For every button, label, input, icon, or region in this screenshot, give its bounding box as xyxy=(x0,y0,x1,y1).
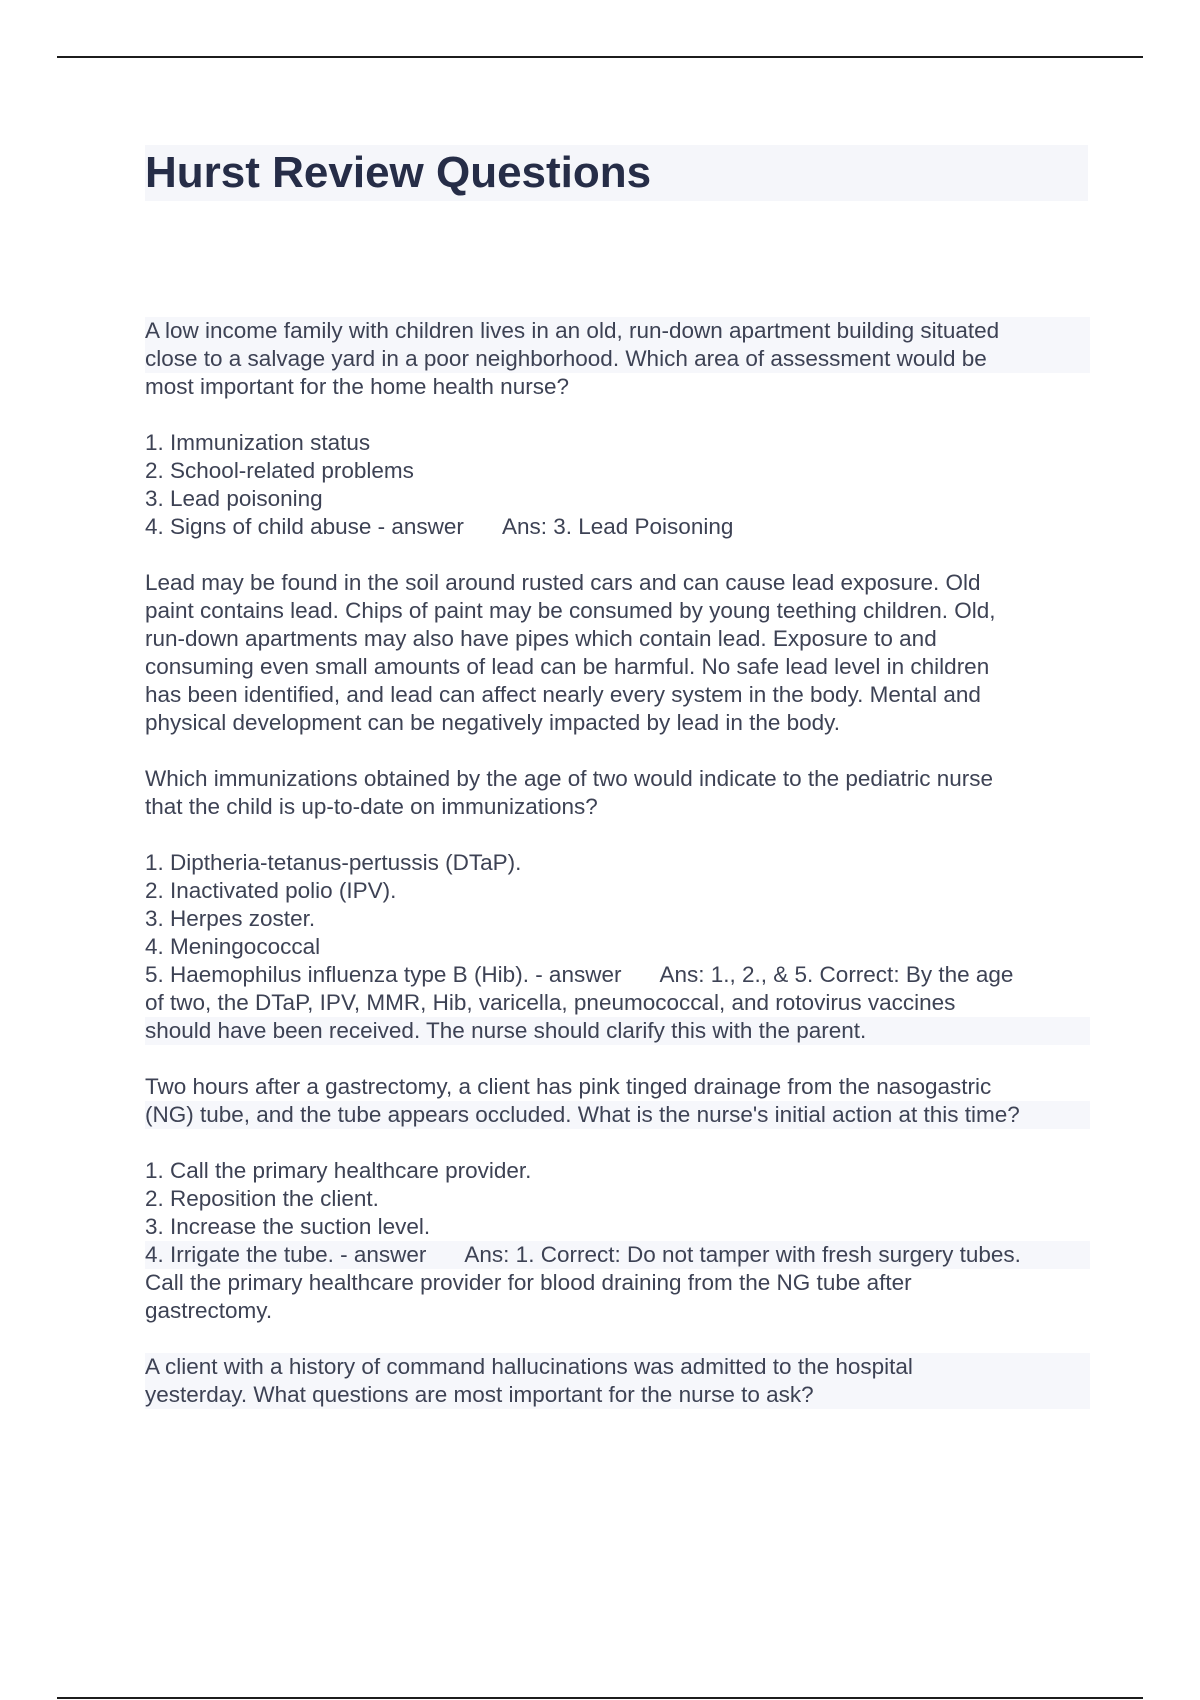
text-line: close to a salvage yard in a poor neighborhood. Which area of assessment would be xyxy=(145,345,1090,373)
page-title: Hurst Review Questions xyxy=(145,148,652,197)
title-band xyxy=(145,145,1088,201)
text-line: that the child is up-to-date on immunizations? xyxy=(145,794,598,819)
question-3-stem xyxy=(145,1073,1090,1129)
option-line: 3. Herpes zoster. xyxy=(145,906,316,931)
option-text: 4. Irrigate the tube. - answer xyxy=(145,1242,427,1267)
text-line: A client with a history of command hallucinations was admitted to the hospital xyxy=(145,1353,1090,1381)
text-line: Two hours after a gastrectomy, a client has pink tinged drainage from the nasogastric xyxy=(145,1074,992,1099)
option-answer-line xyxy=(145,513,1090,541)
text-line: consuming even small amounts of lead can be harmful. No safe lead level in children xyxy=(145,654,990,679)
option-line: 2. Inactivated polio (IPV). xyxy=(145,878,397,903)
answer-line: Call the primary healthcare provider for blood draining from the NG tube after xyxy=(145,1270,912,1295)
option-line: 1. Diptheria-tetanus-pertussis (DTaP). xyxy=(145,850,522,875)
option-answer-line xyxy=(145,961,1090,989)
option-answer-line xyxy=(145,1241,1090,1269)
answer-text: Ans: 1., 2., & 5. Correct: By the age xyxy=(659,962,1014,987)
question-3-options xyxy=(145,1157,1090,1325)
option-line: 2. Reposition the client. xyxy=(145,1186,379,1211)
answer-text: Ans: 1. Correct: Do not tamper with fresh surgery tubes. xyxy=(464,1242,1021,1267)
answer-text: Ans: 3. Lead Poisoning xyxy=(501,514,734,539)
answer-line: gastrectomy. xyxy=(145,1298,273,1323)
document-content xyxy=(145,145,1090,1437)
text-line: physical development can be negatively impacted by lead in the body. xyxy=(145,710,841,735)
option-line: 1. Immunization status xyxy=(145,430,371,455)
document-body xyxy=(145,317,1090,1409)
option-line: 3. Lead poisoning xyxy=(145,486,323,511)
question-1-options xyxy=(145,429,1090,541)
answer-line: should have been received. The nurse should clarify this with the parent. xyxy=(145,1017,1090,1045)
option-line: 2. School-related problems xyxy=(145,458,414,483)
text-line: yesterday. What questions are most important for the nurse to ask? xyxy=(145,1381,1090,1409)
text-line: Which immunizations obtained by the age of two would indicate to the pediatric nurse xyxy=(145,766,993,791)
text-line: run-down apartments may also have pipes which contain lead. Exposure to and xyxy=(145,626,937,651)
text-line: Lead may be found in the soil around rusted cars and can cause lead exposure. Old xyxy=(145,570,981,595)
question-1-rationale xyxy=(145,569,1090,737)
option-text: 4. Signs of child abuse - answer xyxy=(145,514,464,539)
option-text: 5. Haemophilus influenza type B (Hib). - answer xyxy=(145,962,622,987)
top-rule xyxy=(57,56,1143,58)
question-2-stem xyxy=(145,765,1090,821)
option-line: 4. Meningococcal xyxy=(145,934,321,959)
text-line: A low income family with children lives in an old, run-down apartment building situated xyxy=(145,317,1090,345)
answer-line: of two, the DTaP, IPV, MMR, Hib, varicella, pneumococcal, and rotovirus vaccines xyxy=(145,990,956,1015)
bottom-rule xyxy=(57,1697,1143,1699)
text-line: (NG) tube, and the tube appears occluded. What is the nurse's initial action at this time? xyxy=(145,1101,1090,1129)
question-2-options xyxy=(145,849,1090,1045)
text-line: paint contains lead. Chips of paint may be consumed by young teething children. Old, xyxy=(145,598,996,623)
option-line: 1. Call the primary healthcare provider. xyxy=(145,1158,532,1183)
question-1-stem xyxy=(145,317,1090,401)
option-line: 3. Increase the suction level. xyxy=(145,1214,431,1239)
text-line: has been identified, and lead can affect nearly every system in the body. Mental and xyxy=(145,682,981,707)
question-4-stem xyxy=(145,1353,1090,1409)
text-line: most important for the home health nurse? xyxy=(145,374,569,399)
